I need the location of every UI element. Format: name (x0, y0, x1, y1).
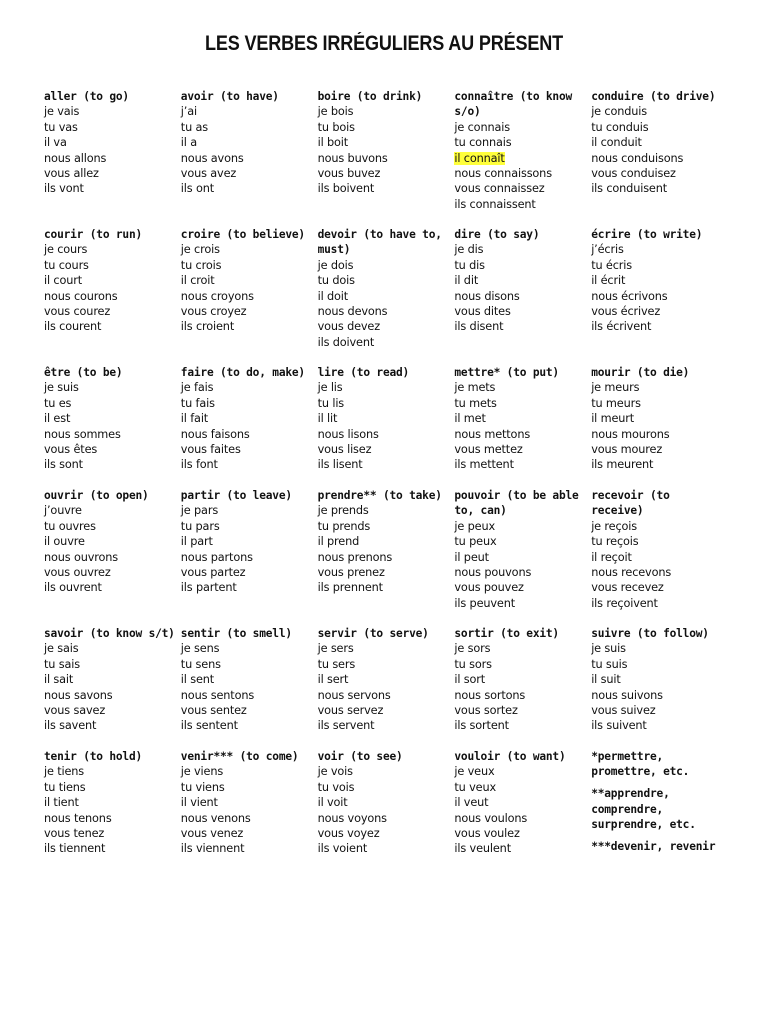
verb-heading: ouvrir (to open) (44, 489, 149, 502)
verb-card-vouloir (454, 749, 591, 889)
conjugation: tu peux (454, 535, 497, 549)
conjugation: tu connais (454, 136, 512, 150)
verb-heading: sentir (to smell) (180, 627, 292, 640)
conjugation: il reçoit (591, 550, 632, 564)
conjugation: ils sont (44, 458, 83, 472)
conjugation: je vais (44, 105, 80, 119)
verb-card-savoir (44, 626, 181, 749)
conjugation: je sers (317, 642, 354, 656)
conjugation: tu sais (44, 657, 80, 671)
conjugation: nous sommes (44, 427, 121, 441)
conjugation: tu écris (591, 258, 632, 272)
conjugation: ils connaissent (454, 197, 536, 211)
conjugation: je connais (454, 120, 510, 134)
conjugation: vous voyez (317, 827, 380, 841)
conjugation: ils courent (44, 320, 102, 334)
conjugation: vous lisez (317, 443, 372, 457)
conjugation: il vient (180, 796, 218, 810)
verb-row (44, 626, 760, 749)
conjugation: je lis (317, 381, 343, 395)
verb-card-croire (181, 227, 318, 365)
verb-heading: écrire (to write) (591, 228, 703, 241)
conjugation: il peut (454, 550, 489, 564)
verb-heading: prendre** (to take) (317, 489, 442, 502)
conjugation: ils savent (44, 719, 97, 733)
conjugation: nous pouvons (454, 566, 532, 580)
conjugation: tu pars (180, 519, 220, 533)
verb-heading: avoir (to have) (180, 90, 279, 103)
verb-card-prendre (318, 488, 455, 626)
conjugation: ils partent (180, 581, 237, 595)
verb-heading: conduire (to drive) (591, 90, 716, 103)
conjugation: nous sortons (454, 688, 526, 702)
conjugation: vous ouvrez (44, 566, 111, 580)
verb-card-sentir (181, 626, 318, 749)
conjugation: tu vas (44, 120, 78, 134)
conjugation: il boit (317, 136, 349, 150)
conjugation: nous recevons (591, 566, 672, 580)
conjugation: ils disent (454, 320, 504, 334)
conjugation: tu ouvres (44, 519, 96, 533)
conjugation: il meurt (591, 412, 635, 426)
verb-card-venir (181, 749, 318, 889)
conjugation: il sort (454, 673, 486, 687)
verb-card-avoir (181, 89, 318, 227)
verb-card-lire (318, 365, 455, 488)
conjugation: nous suivons (591, 688, 663, 702)
conjugation: tu dois (317, 274, 355, 288)
conjugation: il court (44, 274, 83, 288)
conjugation: je viens (180, 765, 224, 779)
conjugation: tu conduis (591, 120, 649, 134)
conjugation: vous savez (44, 704, 106, 718)
conjugation: ils conduisent (591, 182, 668, 196)
conjugation: ils sentent (180, 719, 238, 733)
conjugation: vous écrivez (591, 305, 661, 319)
conjugation: il a (180, 136, 197, 150)
verb-card-partir (181, 488, 318, 626)
conjugation: il croit (180, 274, 215, 288)
verb-card-conduire (591, 89, 728, 227)
conjugation: nous servons (317, 688, 391, 702)
conjugation: nous courons (44, 289, 118, 303)
conjugation: vous pouvez (454, 581, 524, 595)
conjugation: vous buvez (317, 167, 381, 181)
conjugation: vous courez (44, 305, 111, 319)
conjugation: tu sens (180, 657, 221, 671)
conjugation: tu viens (180, 780, 225, 794)
conjugation: nous buvons (317, 151, 388, 165)
conjugation: ils meurent (591, 458, 654, 472)
conjugation: vous partez (180, 566, 246, 580)
conjugation: vous mourez (591, 443, 663, 457)
verb-grid (44, 89, 760, 889)
footnote-apprendre: **apprendre, comprendre, surprendre, etc. (591, 787, 696, 831)
conjugation: il sait (44, 673, 74, 687)
verb-card-recevoir (591, 488, 728, 626)
conjugation: tu as (180, 120, 209, 134)
conjugation: vous devez (317, 320, 381, 334)
conjugation: il veut (454, 796, 489, 810)
conjugation: nous venons (180, 811, 251, 825)
conjugation: tu suis (591, 657, 628, 671)
conjugation: nous disons (454, 289, 520, 303)
conjugation: nous partons (180, 550, 253, 564)
conjugation: nous faisons (180, 427, 250, 441)
conjugation: tu meurs (591, 396, 641, 410)
conjugation: nous voulons (454, 811, 528, 825)
conjugation: il met (454, 412, 486, 426)
conjugation: ils suivent (591, 719, 647, 733)
verb-heading: lire (to read) (317, 366, 410, 379)
conjugation: tu veux (454, 780, 497, 794)
highlight-mark: il connaît (454, 151, 505, 165)
conjugation: vous êtes (44, 443, 98, 457)
conjugation: ils écrivent (591, 320, 652, 334)
conjugation: tu tiens (44, 780, 86, 794)
verb-heading: aller (to go) (44, 90, 129, 103)
conjugation: il dit (454, 274, 479, 288)
conjugation: ils doivent (317, 335, 375, 349)
verb-card-etre (44, 365, 181, 488)
verb-heading: partir (to leave) (180, 489, 292, 502)
conjugation: tu bois (317, 120, 355, 134)
conjugation: nous prenons (317, 550, 393, 564)
verb-heading: vouloir (to want) (454, 750, 566, 763)
conjugation: vous mettez (454, 443, 523, 457)
conjugation: il est (44, 412, 71, 426)
conjugation: je dis (454, 243, 484, 257)
verb-heading: être (to be) (44, 366, 123, 379)
conjugation: ils ont (180, 182, 215, 196)
conjugation: ils boivent (317, 182, 375, 196)
verb-card-ouvrir (44, 488, 181, 626)
conjugation: nous voyons (317, 811, 387, 825)
verb-heading: sortir (to exit) (454, 627, 559, 640)
conjugation: vous allez (44, 167, 99, 181)
conjugation: vous sentez (180, 704, 247, 718)
conjugation-highlighted (454, 151, 585, 166)
verb-heading: suivre (to follow) (591, 627, 709, 640)
conjugation: ils lisent (317, 458, 363, 472)
conjugation: tu crois (180, 258, 222, 272)
conjugation: tu sers (317, 657, 356, 671)
page-title: LES VERBES IRRÉGULIERS AU PRÉSENT (205, 32, 563, 55)
conjugation: ils vont (44, 182, 84, 196)
conjugation: il tient (44, 796, 79, 810)
conjugation: ils font (180, 458, 218, 472)
verb-heading: voir (to see) (317, 750, 403, 763)
conjugation: je vois (317, 765, 353, 779)
conjugation: je sais (44, 642, 79, 656)
verb-card-mourir (591, 365, 728, 488)
conjugation: il ouvre (44, 535, 85, 549)
verb-card-sortir (454, 626, 591, 749)
conjugation: vous dites (454, 305, 511, 319)
conjugation: nous connaissons (454, 167, 552, 181)
verb-card-voir (318, 749, 455, 889)
conjugation: ils peuvent (454, 596, 516, 610)
conjugation: il doit (317, 289, 349, 303)
conjugation: vous faites (180, 443, 241, 457)
conjugation: ils mettent (454, 458, 514, 472)
verb-heading: devoir (to have to, must) (317, 228, 442, 257)
verb-heading: boire (to drink) (317, 90, 423, 103)
conjugation: il sert (317, 673, 349, 687)
footnotes (591, 749, 728, 889)
conjugation: il sent (180, 673, 215, 687)
verb-heading: servir (to serve) (317, 627, 429, 640)
conjugation: nous conduisons (591, 151, 684, 165)
conjugation: tu fais (180, 396, 215, 410)
conjugation: nous avons (180, 151, 244, 165)
conjugation: il suit (591, 673, 621, 687)
conjugation: tu reçois (591, 535, 639, 549)
conjugation: nous écrivons (591, 289, 668, 303)
verb-card-mettre (454, 365, 591, 488)
verb-heading: venir*** (to come) (180, 750, 299, 763)
conjugation: tu dis (454, 258, 485, 272)
verb-heading: dire (to say) (454, 228, 540, 241)
conjugation: tu prends (317, 519, 371, 533)
conjugation: je prends (317, 504, 369, 518)
conjugation: ils prennent (317, 581, 383, 595)
conjugation: tu es (44, 396, 72, 410)
verb-card-faire (181, 365, 318, 488)
footnote-permettre: *permettre, promettre, etc. (591, 750, 690, 779)
conjugation: il écrit (591, 274, 626, 288)
conjugation: il conduit (591, 136, 642, 150)
conjugation: je pars (180, 504, 219, 518)
conjugation: vous venez (180, 827, 244, 841)
conjugation: je suis (44, 381, 79, 395)
conjugation: je crois (180, 243, 220, 257)
verb-heading: mettre* (to put) (454, 366, 559, 379)
conjugation: j’écris (591, 243, 624, 257)
conjugation: nous croyons (180, 289, 254, 303)
conjugation: vous recevez (591, 581, 664, 595)
conjugation: ils veulent (454, 842, 511, 856)
conjugation: ils reçoivent (591, 596, 658, 610)
verb-card-courir (44, 227, 181, 365)
conjugation: je veux (454, 765, 495, 779)
verb-card-connaitre (454, 89, 591, 227)
conjugation: je peux (454, 519, 495, 533)
conjugation: nous savons (44, 688, 113, 702)
conjugation: vous conduisez (591, 167, 676, 181)
conjugation: je sens (180, 642, 220, 656)
conjugation: tu cours (44, 258, 89, 272)
conjugation: tu lis (317, 396, 345, 410)
verb-row (44, 89, 760, 227)
verb-heading: recevoir (to receive) (591, 489, 670, 518)
verb-row (44, 488, 760, 626)
conjugation: nous sentons (180, 688, 255, 702)
conjugation: ils voient (317, 842, 368, 856)
verb-heading: tenir (to hold) (44, 750, 143, 763)
conjugation: vous connaissez (454, 182, 545, 196)
verb-card-devoir (318, 227, 455, 365)
conjugation: vous tenez (44, 827, 105, 841)
conjugation: je reçois (591, 519, 638, 533)
conjugation: ils croient (180, 320, 235, 334)
conjugation: nous devons (317, 305, 388, 319)
conjugation: ils servent (317, 719, 375, 733)
verb-card-boire (318, 89, 455, 227)
verb-card-ecrire (591, 227, 728, 365)
verb-card-tenir (44, 749, 181, 889)
conjugation: ils sortent (454, 719, 509, 733)
conjugation: nous tenons (44, 811, 112, 825)
conjugation: vous sortez (454, 704, 518, 718)
conjugation: ils tiennent (44, 842, 106, 856)
footnote-devenir: ***devenir, revenir (591, 840, 716, 854)
conjugation: vous prenez (317, 566, 385, 580)
conjugation: je fais (180, 381, 214, 395)
conjugation: je bois (317, 105, 354, 119)
conjugation: nous mettons (454, 427, 531, 441)
conjugation: j’ai (180, 105, 197, 119)
conjugation: je conduis (591, 105, 648, 119)
conjugation: nous lisons (317, 427, 379, 441)
verb-card-pouvoir (454, 488, 591, 626)
conjugation: vous voulez (454, 827, 520, 841)
conjugation: il prend (317, 535, 360, 549)
conjugation: tu sors (454, 657, 492, 671)
verb-heading: faire (to do, make) (180, 366, 305, 379)
conjugation: je cours (44, 243, 88, 257)
conjugation: vous croyez (180, 305, 247, 319)
conjugation: tu vois (317, 780, 355, 794)
conjugation: il fait (180, 412, 209, 426)
conjugation: vous servez (317, 704, 384, 718)
conjugation: nous mourons (591, 427, 670, 441)
conjugation: je dois (317, 258, 354, 272)
conjugation: il part (180, 535, 213, 549)
conjugation: tu mets (454, 396, 497, 410)
verb-card-dire (454, 227, 591, 365)
conjugation: ils viennent (180, 842, 245, 856)
verb-card-suivre (591, 626, 728, 749)
conjugation: je mets (454, 381, 496, 395)
conjugation: il voit (317, 796, 348, 810)
verb-heading: savoir (to know s/t) (44, 627, 175, 640)
conjugation: je suis (591, 642, 626, 656)
verb-row (44, 227, 760, 365)
verb-heading: mourir (to die) (591, 366, 690, 379)
verb-heading: courir (to run) (44, 228, 143, 241)
conjugation: nous ouvrons (44, 550, 119, 564)
conjugation: je sors (454, 642, 491, 656)
conjugation: vous suivez (591, 704, 656, 718)
conjugation: il lit (317, 412, 338, 426)
conjugation: j’ouvre (44, 504, 82, 518)
conjugation: je tiens (44, 765, 85, 779)
verb-row (44, 365, 760, 488)
conjugation: ils ouvrent (44, 581, 102, 595)
conjugation: il va (44, 136, 67, 150)
conjugation: nous allons (44, 151, 107, 165)
verb-heading: pouvoir (to be able to, can) (454, 489, 579, 518)
verb-card-aller (44, 89, 181, 227)
verb-row (44, 749, 760, 889)
conjugation: vous avez (180, 167, 237, 181)
conjugation: je meurs (591, 381, 640, 395)
verb-card-servir (318, 626, 455, 749)
verb-heading: croire (to believe) (180, 228, 305, 241)
verb-heading: connaître (to know s/o) (454, 90, 573, 119)
